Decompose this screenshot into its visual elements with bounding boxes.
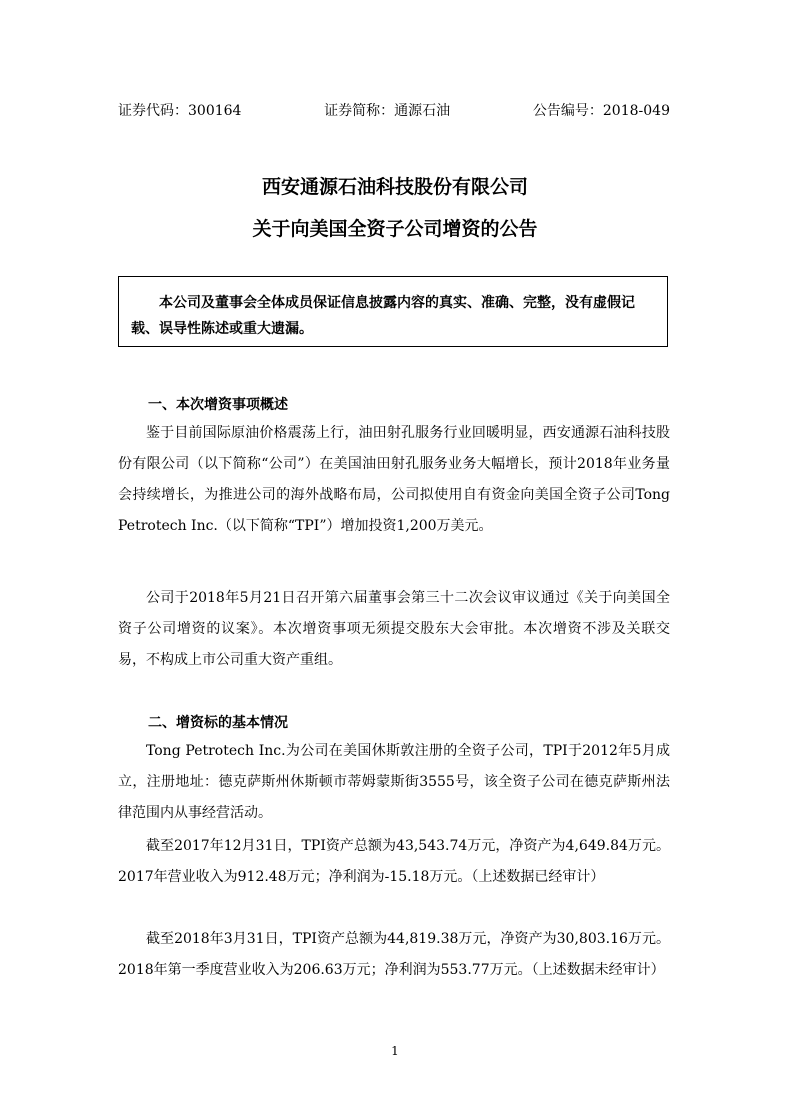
paragraph: 鉴于目前国际原油价格震荡上行，油田射孔服务行业回暖明显，西安通源石油科技股份有限公司（以下简称“公司”）在美国油田射孔服务业务大幅增长，预计2018年业务量会持续增长，为推进公司的海外战略布局，公司拟使用自有资金向美国全资子公司Tong Petrotech Inc.（以下简称“TPI”）增加投资1,200万美元。 — [118, 425, 670, 534]
stock-code: 证券代码：300164 — [118, 103, 242, 119]
stock-name: 证券简称：通源石油 — [324, 103, 451, 119]
announcement-title: 关于向美国全资子公司增资的公告 — [252, 218, 538, 240]
page-number: 1 — [391, 1044, 399, 1058]
disclosure-notice: 本公司及董事会全体成员保证信息披露内容的真实、准确、完整，没有虚假记载、误导性陈述或重大遗漏。 — [118, 276, 668, 347]
paragraph: Tong Petrotech Inc.为公司在美国休斯敦注册的全资子公司，TPI于2012年5月成立，注册地址：德克萨斯州休斯顿市蒂姆蒙斯街3555号，该全资子公司在德克萨斯州法律范围内从事经营活动。 — [118, 743, 670, 821]
paragraph: 公司于2018年5月21日召开第六届董事会第三十二次会议审议通过《关于向美国全资子公司增资的议案》。本次增资事项无须提交股东大会审批。本次增资不涉及关联交易，不构成上市公司重大资产重组。 — [118, 590, 670, 668]
section-heading-target: 二、增资标的基本情况 — [148, 715, 288, 731]
section-heading-overview: 一、本次增资事项概述 — [148, 397, 288, 413]
document-header — [118, 100, 670, 120]
company-title: 西安通源石油科技股份有限公司 — [261, 176, 528, 198]
paragraph: 截至2017年12月31日，TPI资产总额为43,543.74万元，净资产为4,649.84万元。2017年营业收入为912.48万元；净利润为-15.18万元。（上述数据已经审计） — [118, 838, 670, 885]
paragraph: 截至2018年3月31日，TPI资产总额为44,819.38万元，净资产为30,803.16万元。2018年第一季度营业收入为206.63万元；净利润为553.77万元。（上述数据未经审计） — [118, 931, 670, 978]
announcement-number: 公告编号：2018-049 — [532, 103, 670, 119]
